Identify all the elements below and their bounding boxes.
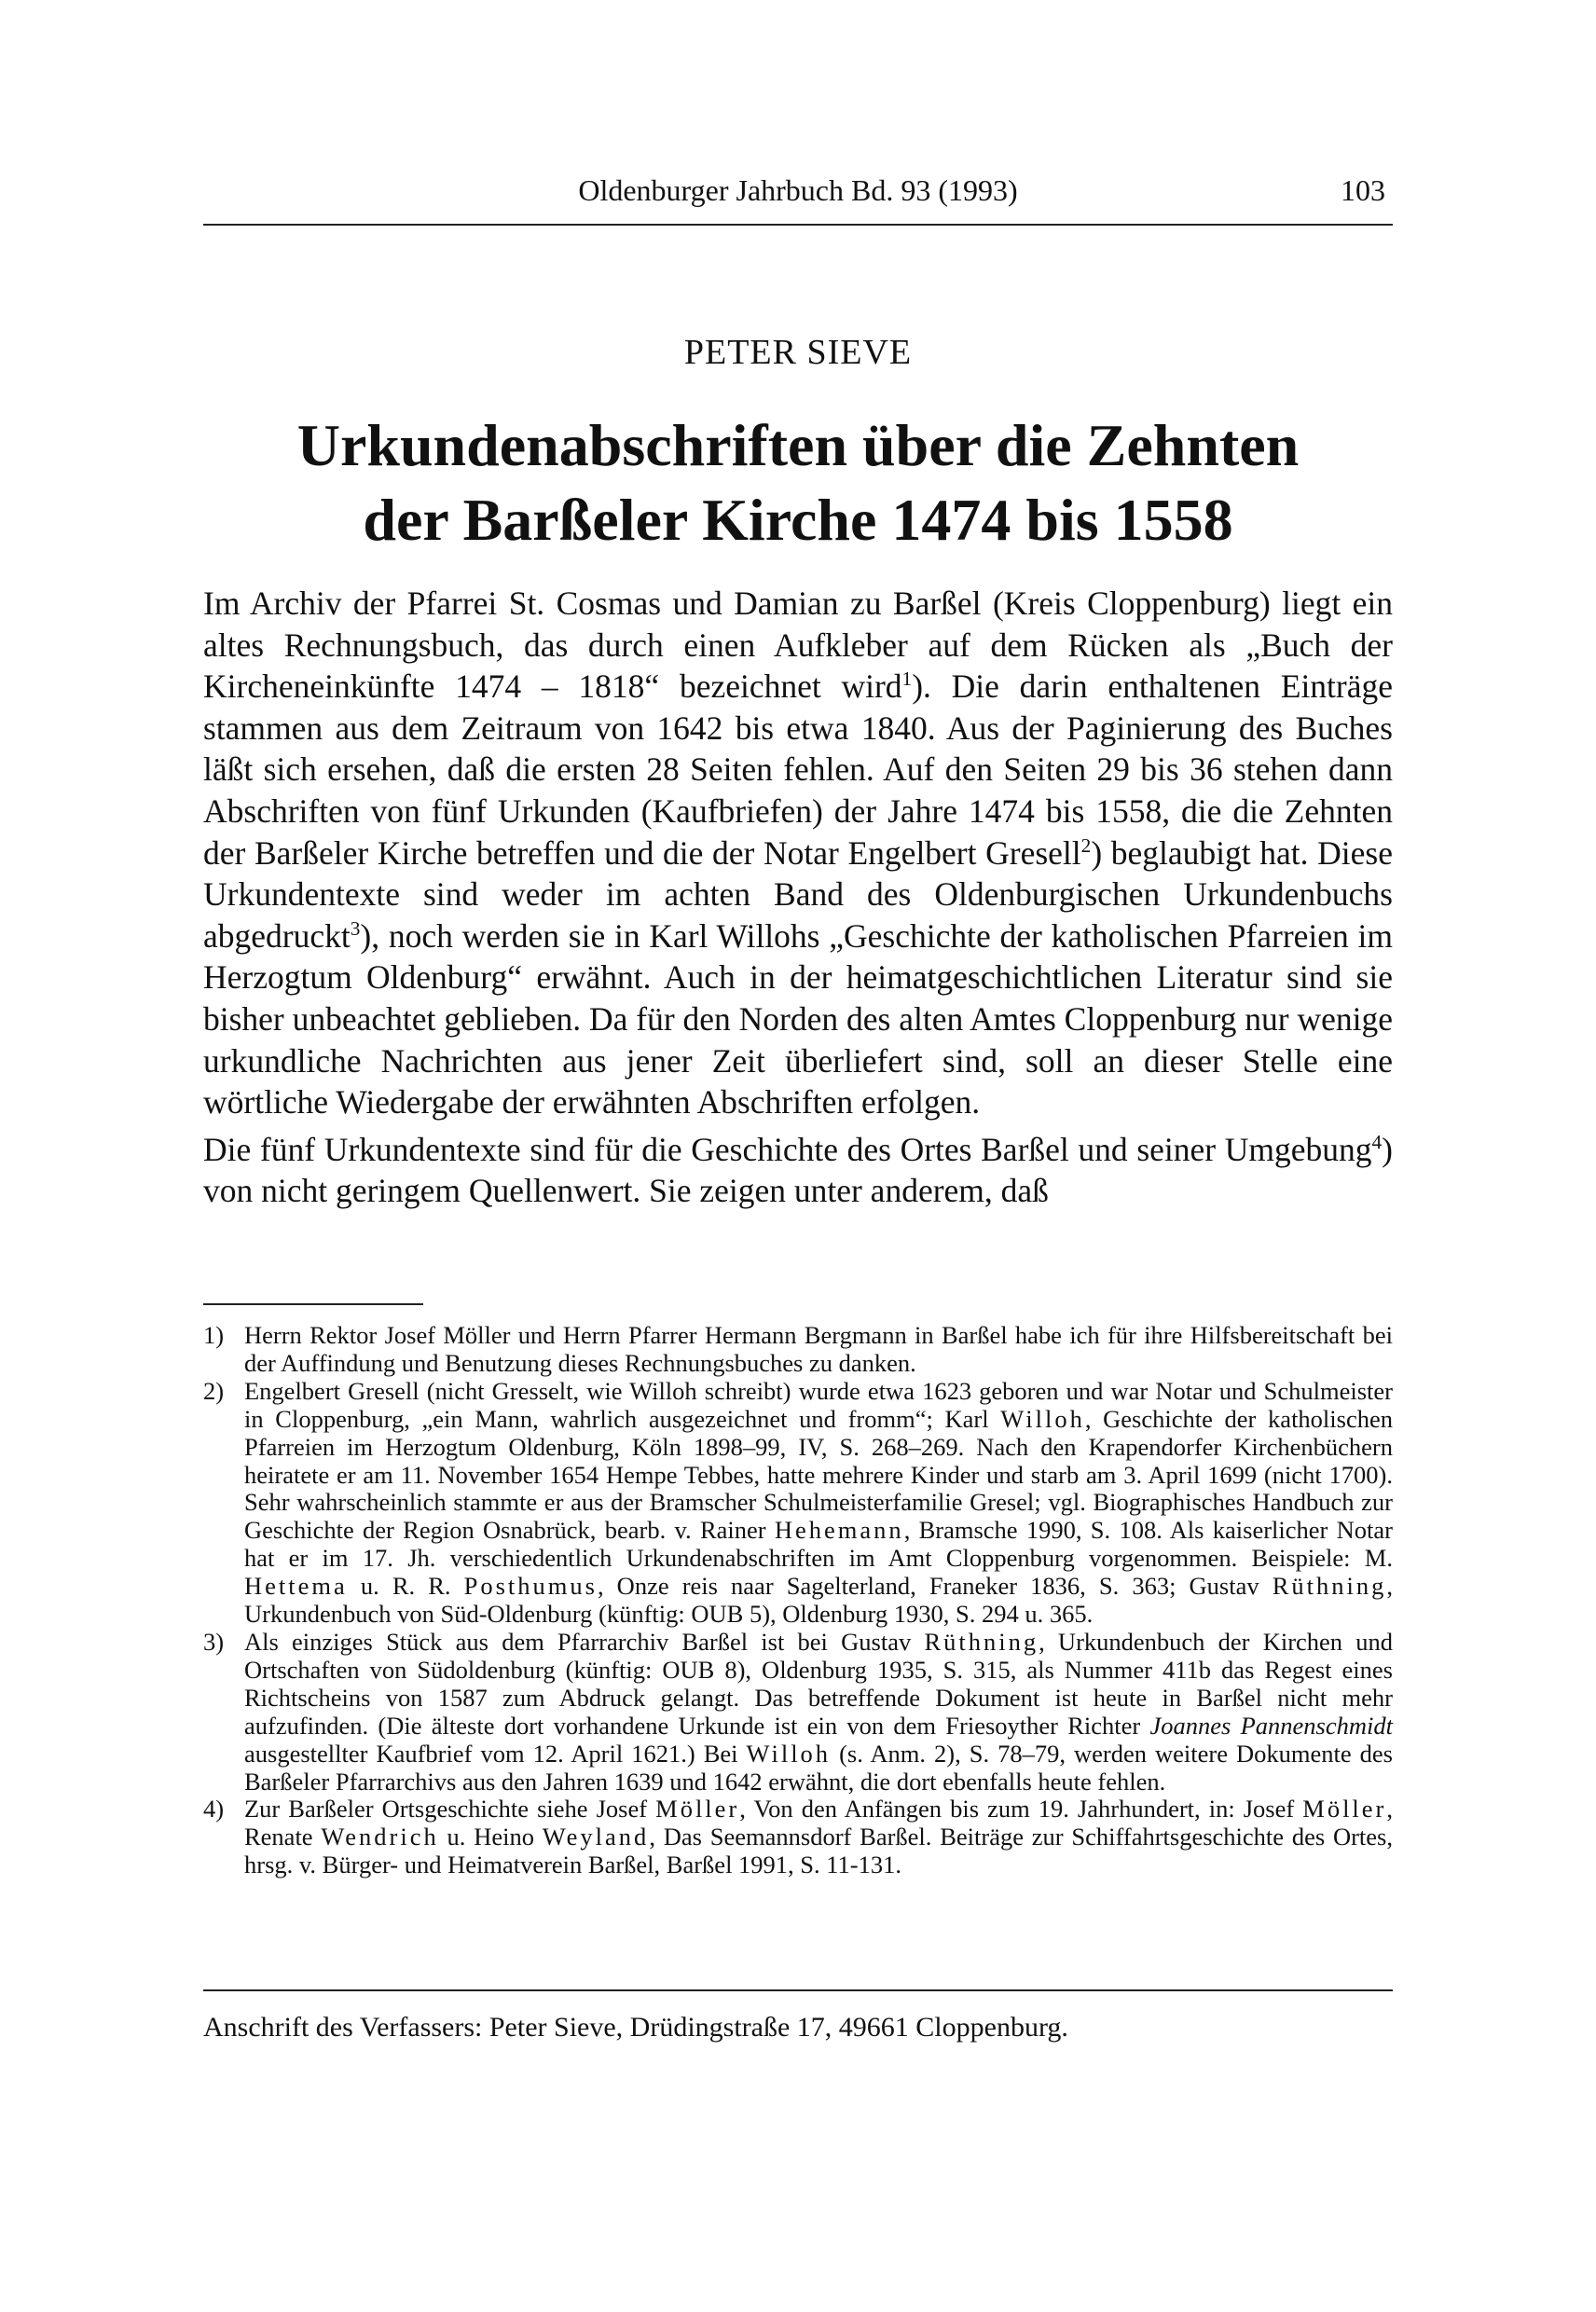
footnote-text-part: , Von den Anfängen bis zum 19. Jahrhundert, in: Josef [739, 1795, 1303, 1823]
footnote-text-part: , Das Seemannsdorf Barßel. Beiträge zur Schiffahrtsgeschichte des Ortes, hrsg. v. Bürger- und Heimatverein Barßel, Barßel 1991, S. 11-131. [244, 1823, 1393, 1879]
paragraph-2-text-a: Die fünf Urkundentexte sind für die Geschichte des Ortes Barßel und seiner Umgebung [203, 1130, 1372, 1168]
running-header [203, 170, 1393, 226]
footnote-text [244, 1796, 1393, 1879]
paragraph-1-text-d: ), noch werden sie in Karl Willohs „Geschichte der katholischen Pfarreien im Herzogtum Oldenburg“ erwähnt. Auch in der heimatgeschichtlichen Literatur sind sie bisher unbeachtet geblieben. Da für den Norden des alten Amtes Cloppenburg nur wenige urkundliche Nachrichten aus jener Zeit überliefert sind, soll an dieser Stelle eine wörtliche Wiedergabe der erwähnten Abschriften erfolgen. [203, 916, 1393, 1122]
author-name: Hehemann [774, 1516, 904, 1545]
article-author: PETER SIEVE [683, 333, 913, 372]
journal-title: Oldenburger Jahrbuch Bd. 93 (1993) [578, 173, 1018, 207]
footnote-text-part: Engelbert Gresell (nicht Gresselt, wie Willoh schreibt) wurde etwa 1623 geboren und war Notar und Schulmeister in Cloppenburg, „ein Mann, wahrlich ausgezeichnet und fromm“; Karl [244, 1376, 1393, 1433]
footnote-text-part: Als einziges Stück aus dem Pfarrarchiv Barßel ist bei Gustav [244, 1627, 925, 1656]
paragraph-2-text-b: ) von nicht geringem Quellenwert. Sie zeigen unter anderem, daß [203, 1130, 1393, 1210]
footnote-text [244, 1378, 1393, 1629]
footnote-mark: 3) [203, 1627, 225, 1656]
footnote-text-part: , Renate [244, 1795, 1393, 1851]
footnote-text-part: , Urkundenbuch der Kirchen und Ortschaften von Südoldenburg (künftig: OUB 8), Oldenburg 1935, S. 315, als Nummer 411b das Regest eines Richtscheins von 1587 zum Abdruck gelangt. Das betreffende Dokument ist heute in Barßel nicht mehr aufzufinden. (Die älteste dort vorhandene Urkunde ist ein von dem Friesoyther Richter [244, 1627, 1394, 1740]
footnotes [203, 1322, 1393, 1879]
author-name: Posthumus [463, 1572, 598, 1601]
author-name: Rüthning [1272, 1572, 1387, 1601]
author-name: Willoh [1000, 1404, 1085, 1433]
article-title [203, 408, 1393, 557]
author-name: Möller [655, 1795, 740, 1823]
italic-name: Joannes Pannenschmidt [1149, 1711, 1393, 1740]
footnote-ref-3: 3 [350, 916, 361, 940]
footnote-2 [203, 1378, 1393, 1629]
author-address: Anschrift des Verfassers: Peter Sieve, Drüdingstraße 17, 49661 Cloppenburg. [203, 2012, 1068, 2043]
footnote-4 [203, 1796, 1393, 1879]
footnote-1 [203, 1322, 1393, 1378]
author-name: Weyland [542, 1823, 650, 1851]
footnote-text-part: , Bramsche 1990, S. 108. Als kaiserlicher Notar hat er im 17. Jh. verschiedentlich Urkundenabschriften im Amt Cloppenburg vorgenommen. Beispiele: M. [244, 1516, 1393, 1573]
footnote-mark: 2) [203, 1376, 225, 1405]
paragraph-2 [203, 1129, 1393, 1212]
footnote-text-part: Zur Barßeler Ortsgeschichte siehe Josef [244, 1795, 656, 1823]
author-name: Rüthning [924, 1627, 1039, 1656]
footnote-text-part: u. R. R. [347, 1572, 464, 1601]
footnote-divider [203, 1303, 423, 1305]
article-body [203, 583, 1393, 1218]
title-line-1: Urkundenabschriften über die Zehnten [296, 412, 1300, 478]
footnote-text-part: , Onze reis naar Sagelterland, Franeker 1836, S. 363; Gustav [597, 1572, 1273, 1601]
page-number: 103 [1341, 173, 1385, 207]
author-name: Möller [1302, 1795, 1387, 1823]
footnote-mark: 4) [203, 1795, 225, 1823]
footnote-text-part: u. Heino [438, 1823, 543, 1851]
author-name: Hettema [244, 1572, 348, 1601]
author-name: Wendrich [321, 1823, 439, 1851]
paragraph-1-text-a: Im Archiv der Pfarrei St. Cosmas und Damian zu Barßel (Kreis Cloppenburg) liegt ein altes Rechnungsbuch, das durch einen Aufkleber auf dem Rücken als „Buch der Kircheneinkünfte 1474 – 1818“ bezeichnet wird [203, 585, 1393, 706]
footnote-ref-4: 4 [1371, 1130, 1383, 1153]
address-divider [203, 1989, 1393, 1991]
paragraph-1-text-b: ). Die darin enthaltenen Einträge stammen aus dem Zeitraum von 1642 bis etwa 1840. Aus der Paginierung des Buches läßt sich ersehen, daß die ersten 28 Seiten fehlen. Auf den Seiten 29 bis 36 stehen dann Abschriften von fünf Urkunden (Kaufbriefen) der Jahre 1474 bis 1558, die die Zehnten der Barßeler Kirche betreffen und die der Notar Engelbert Gresell [203, 667, 1394, 872]
footnote-text: Herrn Rektor Josef Möller und Herrn Pfarrer Hermann Bergmann in Barßel habe ich für ihre Hilfsbereitschaft bei der Auffindung und Benutzung dieses Rechnungsbuches zu danken. [244, 1321, 1393, 1377]
footnote-3 [203, 1629, 1393, 1796]
title-line-2: der Barßeler Kirche 1474 bis 1558 [363, 487, 1233, 553]
paragraph-1-text-c: ) beglaubigt hat. Diese Urkundentexte sind weder im achten Band des Oldenburgischen Urkundenbuchs abgedruckt [203, 833, 1393, 955]
footnote-text-part: ausgestellter Kaufbrief vom 12. April 1621.) Bei [244, 1739, 747, 1768]
author-name: Willoh [746, 1739, 832, 1768]
footnote-text-part: , Geschichte der katholischen Pfarreien im Herzogtum Oldenburg, Köln 1898–99, IV, S. 268–269. Nach den Krapendorfer Kirchenbüchern heiratete er am 11. November 1654 Hempe Tebbes, hatte mehrere Kinder und starb am 3. April 1699 (nicht 1700). Sehr wahrscheinlich stammte er aus der Bramscher Schulmeisterfamilie Gresel; vgl. Biographisches Handbuch zur Geschichte der Region Osnabrück, bearb. v. Rainer [244, 1404, 1393, 1545]
paragraph-1 [203, 583, 1393, 1123]
footnote-mark: 1) [203, 1321, 225, 1349]
footnote-text-part: , Urkundenbuch von Süd-Oldenburg (künftig: OUB 5), Oldenburg 1930, S. 294 u. 365. [244, 1572, 1393, 1629]
footnote-ref-1: 1 [901, 667, 913, 691]
footnote-text [244, 1629, 1393, 1796]
footnote-text-part: (s. Anm. 2), S. 78–79, werden weitere Dokumente des Barßeler Pfarrarchivs aus den Jahren 1639 und 1642 erwähnt, die dort ebenfalls heute fehlen. [244, 1739, 1393, 1796]
footnote-ref-2: 2 [1080, 833, 1092, 857]
